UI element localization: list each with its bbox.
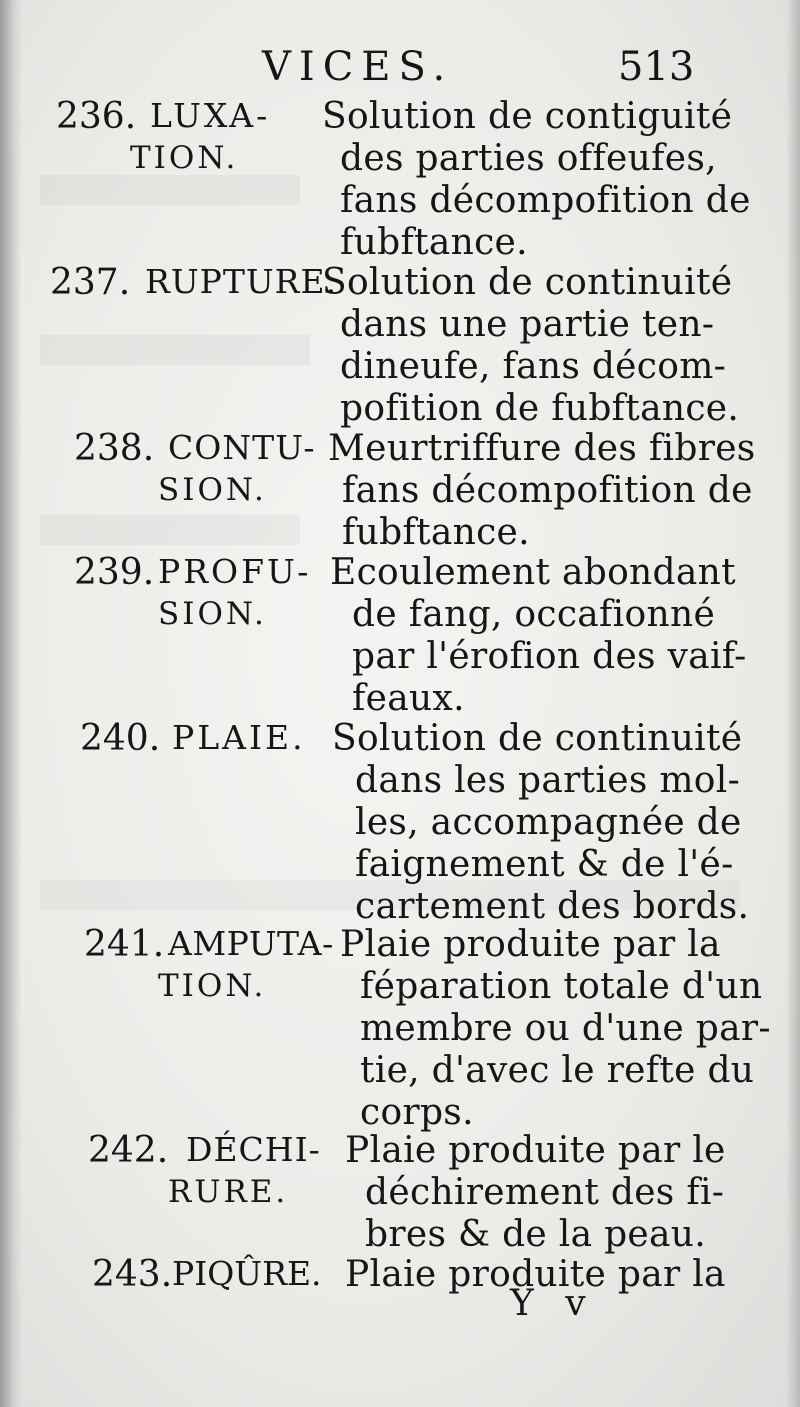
entry-term: LUXA-	[150, 96, 271, 135]
definition-line: Plaie produite par la	[340, 924, 721, 965]
entry-term: PROFU-	[158, 552, 312, 591]
page-header	[0, 44, 800, 104]
entry-number: 240.	[80, 718, 161, 759]
definition-line: Solution de continuité	[322, 262, 733, 303]
definition-line: des parties offeufes,	[340, 138, 717, 179]
definition-line: Meurtriffure des fibres	[328, 428, 756, 469]
entry-number: 241.	[84, 924, 165, 965]
definition-line: pofition de fubftance.	[340, 388, 740, 429]
definition-line: tie, d'avec le refte du	[360, 1050, 755, 1091]
show-through-mark	[40, 515, 300, 545]
entry-term: RUPTURE.	[145, 262, 338, 301]
entry-term: CONTU-	[168, 428, 316, 467]
show-through-mark	[40, 175, 300, 205]
entry-term: PIQÛRE.	[172, 1254, 322, 1293]
running-title: VICES.	[262, 44, 454, 90]
page-gutter-shadow	[0, 0, 22, 1407]
definition-line: fubftance.	[342, 512, 530, 553]
entry-number: 243.	[92, 1254, 173, 1295]
definition-line: fubftance.	[340, 222, 528, 263]
entry-term-continued: RURE.	[168, 1174, 289, 1210]
definition-line: dineufe, fans décom-	[340, 346, 727, 387]
definition-line: de fang, occafionné	[352, 594, 716, 635]
definition-line: Solution de contiguité	[322, 96, 733, 137]
entry-term: PLAIE.	[172, 718, 306, 757]
definition-line: Ecoulement abondant	[330, 552, 736, 593]
definition-line: bres & de la peau.	[365, 1214, 707, 1255]
entry-number: 238.	[74, 428, 155, 469]
definition-line: féparation totale d'un	[360, 966, 763, 1007]
definition-line: faignement & de l'é-	[355, 844, 734, 885]
definition-line: par l'érofion des vaif-	[352, 636, 747, 677]
definition-line: déchirement des fi-	[365, 1172, 725, 1213]
entry-number: 239.	[74, 552, 155, 593]
definition-line: membre ou d'une par-	[360, 1008, 771, 1049]
entry-term: DÉCHI-	[186, 1130, 321, 1169]
entry-term-continued: TION.	[130, 140, 239, 176]
entry-number: 237.	[50, 262, 131, 303]
page-number: 513	[618, 44, 695, 90]
definition-line: Plaie produite par la	[345, 1254, 726, 1295]
entry-term-continued: SION.	[158, 596, 267, 632]
entry-number: 242.	[88, 1130, 169, 1171]
definition-line: feaux.	[352, 678, 465, 719]
page-edge-shadow	[786, 0, 800, 1407]
entry-term-continued: TION.	[158, 968, 267, 1004]
definition-line: Plaie produite par le	[345, 1130, 726, 1171]
entry-term-continued: SION.	[158, 472, 267, 508]
show-through-mark	[40, 335, 310, 365]
catchword-signature: Y v	[510, 1283, 596, 1324]
definition-line: Solution de continuité	[332, 718, 743, 759]
entry-term: AMPUTA-	[168, 924, 334, 963]
entry-number: 236.	[56, 96, 137, 137]
definition-line: fans décompofition de	[340, 180, 751, 221]
definition-line: dans les parties mol-	[355, 760, 741, 801]
definition-line: fans décompofition de	[342, 470, 753, 511]
definition-line: corps.	[360, 1092, 474, 1133]
definition-line: les, accompagnée de	[355, 802, 742, 843]
definition-line: dans une partie ten-	[340, 304, 715, 345]
definition-line: cartement des bords.	[355, 886, 750, 927]
